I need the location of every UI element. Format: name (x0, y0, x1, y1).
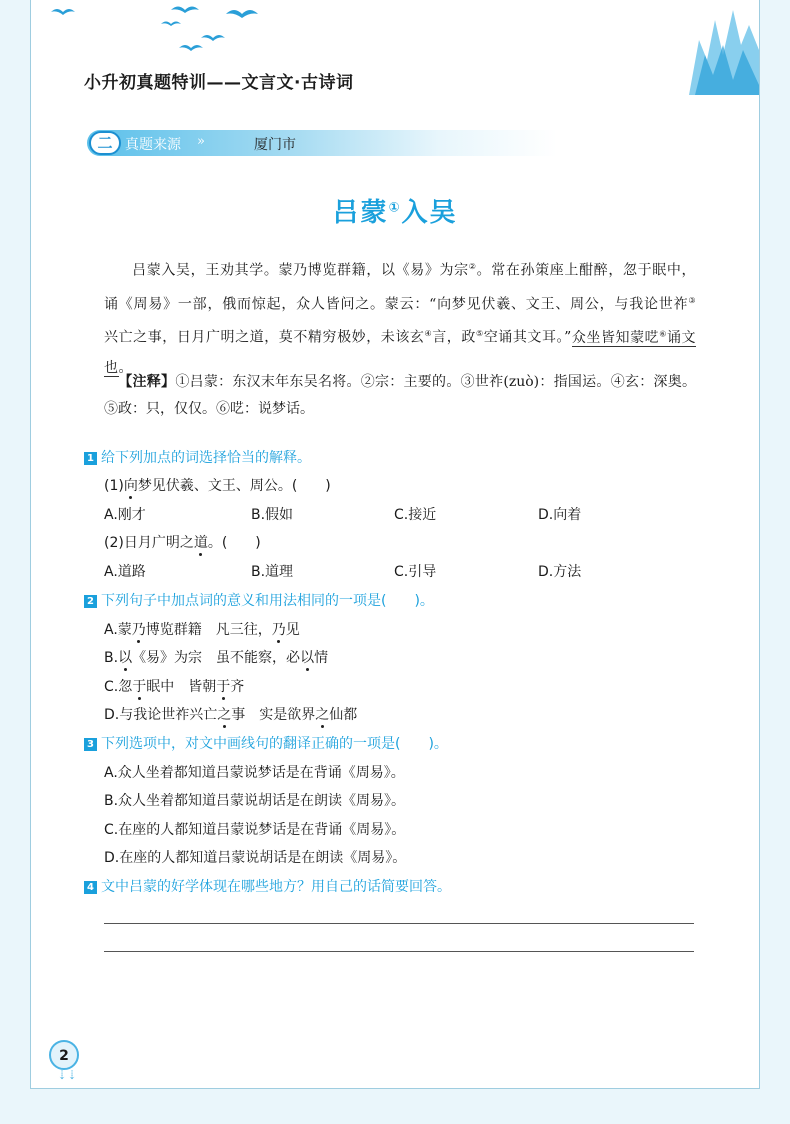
q1-sub-1: (1)向梦见伏羲、文王、周公。( ) (104, 478, 331, 494)
article-title-main: 吕蒙 (332, 198, 389, 228)
annotations (104, 369, 696, 423)
dotted-word: 之 (315, 707, 330, 723)
footnote-mark: ⑥ (659, 329, 667, 339)
classical-passage (104, 252, 696, 383)
q2-option-d[interactable]: D.与我论世祚兴亡之事 实是欲界之仙都 (104, 707, 358, 723)
answer-line[interactable] (104, 951, 694, 952)
q2-option-a[interactable]: A.蒙乃博览群籍 凡三往，乃见 (104, 622, 300, 638)
q3-option-c[interactable]: C.在座的人都知道吕蒙说梦话是在背诵《周易》。 (104, 822, 406, 838)
passage-text: 兴亡之事，日月广明之道，莫不精穷极妙，未该玄 (104, 329, 425, 346)
q3-option-d[interactable]: D.在座的人都知道吕蒙说胡话是在朗读《周易》。 (104, 850, 407, 866)
question-number-badge: 2 (84, 595, 97, 608)
q1-1-option-a[interactable]: A.刚才 (104, 507, 146, 523)
passage-text: 空诵其文耳。” (483, 329, 572, 346)
question-3 (84, 733, 448, 753)
series-title: 小升初真题特训——文言文·古诗词 (84, 73, 354, 93)
question-2 (84, 590, 434, 610)
question-4 (84, 876, 451, 896)
passage-text: 言，政 (432, 329, 476, 346)
footnote-mark: ② (468, 262, 477, 271)
article-title-footnote-mark: ① (388, 200, 402, 216)
q2-option-c[interactable]: C.忽于眠中 皆朝于齐 (104, 679, 245, 695)
dotted-word: 以 (118, 650, 133, 666)
dotted-word: 道 (193, 535, 208, 551)
dotted-word: 之 (217, 707, 232, 723)
question-text: 给下列加点的词选择恰当的解释。 (101, 450, 311, 466)
notes-label: 【注释】 (118, 374, 176, 390)
notes-text: ①吕蒙：东汉末年东吴名将。②宗：主要的。③世祚(zuò)：指国运。④玄：深奥。⑤政：只，仅仅。⑥呓：说梦话。 (104, 374, 697, 417)
passage-text: 。常在孙策座上酣醉，忽于眠中，诵《周易》一部，俄而惊起，众人皆问之。蒙云：“向梦见伏羲、文王、周公，与我论世祚 (104, 262, 697, 313)
footnote-mark: ⑤ (475, 329, 484, 339)
q1-1-option-c[interactable]: C.接近 (394, 507, 437, 523)
q1-1-option-b[interactable]: B.假如 (251, 507, 294, 523)
question-text: 文中吕蒙的好学体现在哪些地方？用自己的话简要回答。 (101, 879, 451, 895)
double-chevron-right-icon: » (197, 134, 205, 149)
question-1 (84, 447, 311, 467)
footnote-mark: ④ (424, 329, 433, 339)
dotted-word: 以 (300, 650, 315, 666)
q1-sub-2: (2)日月广明之道。( ) (104, 535, 261, 551)
source-city: 厦门市 (254, 137, 296, 153)
tree-roots-icon: ⇣⇣ (57, 1068, 78, 1082)
page-number: 2 (49, 1040, 79, 1070)
dotted-word: 于 (132, 679, 147, 695)
mountain-painting-decoration (689, 0, 759, 95)
source-number-badge: 二 (89, 131, 121, 155)
question-number-badge: 3 (84, 738, 97, 751)
question-number-badge: 4 (84, 881, 97, 894)
underlined-sentence: 众坐皆知蒙呓⑥诵文也 (104, 329, 697, 376)
dotted-word: 向 (123, 478, 138, 494)
q1-2-option-d[interactable]: D.方法 (538, 564, 582, 580)
article-title (31, 192, 759, 229)
source-label: 真题来源 (125, 137, 181, 153)
question-text: 下列句子中加点词的意义和用法相同的一项是( )。 (101, 593, 434, 609)
q3-option-b[interactable]: B.众人坐着都知道吕蒙说胡话是在朗读《周易》。 (104, 793, 406, 809)
q1-2-option-b[interactable]: B.道理 (251, 564, 294, 580)
passage-text: 。 (118, 359, 133, 376)
dotted-word: 乃 (271, 622, 286, 638)
dotted-word: 于 (216, 679, 231, 695)
flying-birds-decoration (31, 0, 331, 70)
article-title-tail: 入吴 (401, 198, 458, 228)
q2-option-b[interactable]: B.以《易》为宗 虽不能察，必以情 (104, 650, 329, 666)
worksheet-page (30, 0, 760, 1089)
dotted-word: 乃 (131, 622, 146, 638)
answer-line[interactable] (104, 923, 694, 924)
passage-text: 吕蒙入吴，王劝其学。蒙乃博览群籍，以《易》为宗 (132, 262, 469, 279)
q1-2-option-c[interactable]: C.引导 (394, 564, 437, 580)
q1-1-option-d[interactable]: D.向着 (538, 507, 582, 523)
q1-2-option-a[interactable]: A.道路 (104, 564, 146, 580)
footnote-mark: ③ (688, 295, 696, 305)
question-text: 下列选项中，对文中画线句的翻译正确的一项是( )。 (101, 736, 448, 752)
question-number-badge: 1 (84, 452, 97, 465)
q3-option-a[interactable]: A.众人坐着都知道吕蒙说梦话是在背诵《周易》。 (104, 765, 405, 781)
